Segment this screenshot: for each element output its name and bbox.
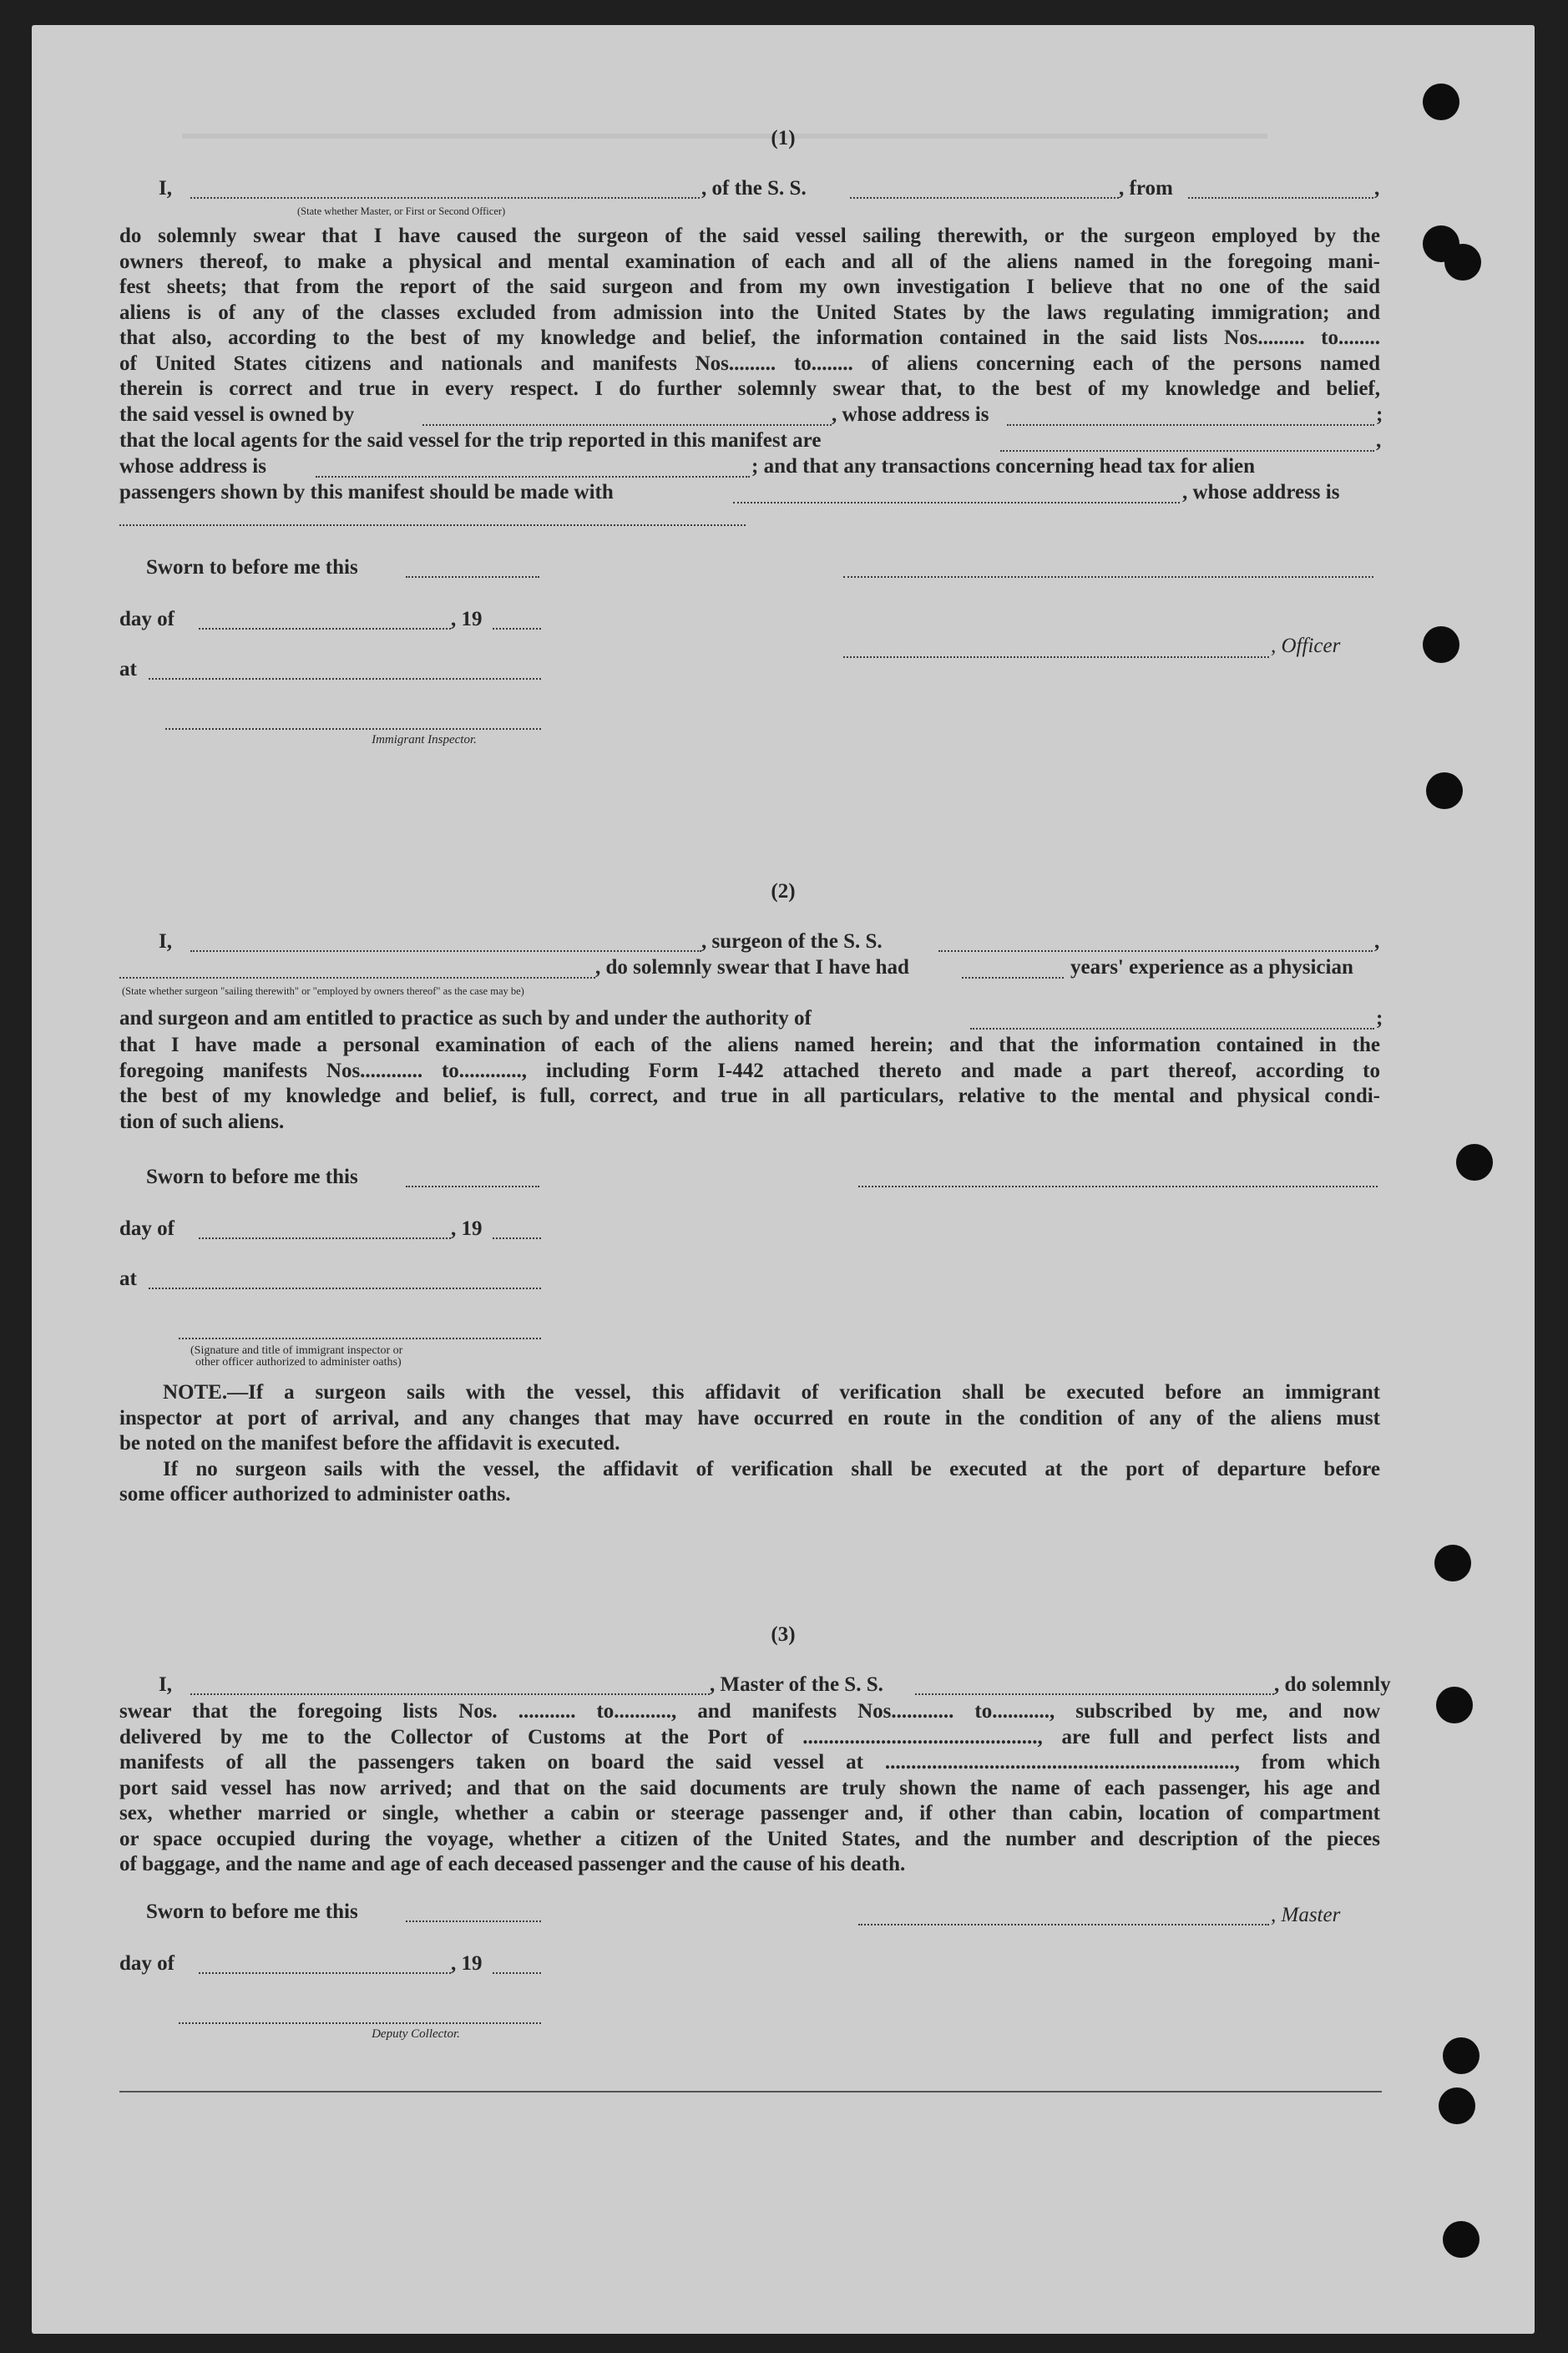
s2-note-line: NOTE.—If a surgeon sails with the vessel, this affidavit of verification shall be executed before an immigrant: [163, 1381, 1380, 1404]
s2-surgeon-sign-field[interactable]: [858, 1186, 1378, 1187]
s1-name-field[interactable]: [190, 197, 700, 199]
s1-line: owners thereof, to make a physical and mental examination of each and all of the aliens named in the foregoing mani-: [119, 250, 1380, 273]
s2-sailing-field[interactable]: [119, 977, 595, 979]
s2-vessel-field[interactable]: [938, 950, 1373, 952]
s1-agents-address-field[interactable]: [316, 476, 750, 478]
s3-sworn: Sworn to before me this: [146, 1900, 358, 1923]
s2-at: at: [119, 1268, 137, 1290]
s2-note-line: some officer authorized to administer oaths.: [119, 1483, 511, 1505]
s2-semicolon: ;: [1376, 1007, 1383, 1030]
s1-state-note: (State whether Master, or First or Second Officer): [297, 205, 506, 217]
punch-hole: [1443, 2037, 1479, 2074]
section-number-3: (3): [771, 1623, 796, 1646]
s2-comma: ,: [1374, 930, 1380, 953]
s3-line: sex, whether married or single, whether a cabin or steerage passenger and, if other than cabin, location of compartment: [119, 1802, 1380, 1824]
s1-owner-field[interactable]: [422, 424, 832, 426]
s2-years-field[interactable]: [962, 977, 1064, 979]
s1-agents-field[interactable]: [1000, 450, 1374, 452]
s2-surgeon-of: , surgeon of the S. S.: [701, 930, 883, 953]
s1-officer-name-field[interactable]: [843, 656, 1269, 658]
s1-inspector-caption: Immigrant Inspector.: [372, 733, 477, 746]
s1-body: [119, 224, 1380, 402]
s1-head-tax-party-field[interactable]: [733, 502, 1180, 503]
s1-owner-address-field[interactable]: [1007, 424, 1374, 426]
s3-master-label: , Master: [1271, 1904, 1341, 1926]
s1-party-address-field[interactable]: [119, 524, 746, 526]
punch-hole: [1434, 1545, 1471, 1581]
s2-i: I,: [159, 930, 172, 953]
s2-sworn-date-field[interactable]: [406, 1186, 539, 1187]
s1-local-agents: that the local agents for the said vessel for the trip reported in this manifest are: [119, 429, 822, 452]
s3-day-of: day of: [119, 1952, 175, 1975]
s2-body: [119, 1033, 1380, 1135]
s2-line: that I have made a personal examination of each of the aliens named herein; and that the information contained in the: [119, 1034, 1380, 1056]
s1-head-tax: ; and that any transactions concerning head tax for alien: [751, 455, 1256, 478]
s3-vessel-field[interactable]: [915, 1693, 1274, 1695]
punch-hole: [1423, 83, 1459, 120]
s1-inspector-sign-field[interactable]: [165, 728, 541, 730]
s3-line: swear that the foregoing lists Nos. ........... to..........., and manifests Nos............ to..........., subscribed by me, and now: [119, 1700, 1380, 1723]
punch-hole: [1443, 2221, 1479, 2258]
s2-at-field[interactable]: [149, 1288, 541, 1289]
s2-sworn: Sworn to before me this: [146, 1166, 358, 1188]
s2-years: years' experience as a physician: [1070, 956, 1353, 979]
punch-hole: [1436, 1687, 1473, 1723]
s1-from-field[interactable]: [1188, 197, 1373, 199]
s3-line: port said vessel has now arrived; and that on the said documents are truly shown the name of each passenger, his age and: [119, 1776, 1380, 1799]
s1-at: at: [119, 658, 137, 681]
s1-officer-sign-field[interactable]: [843, 576, 1373, 578]
s2-note-line: inspector at port of arrival, and any changes that may have occurred en route in the condition of any of the aliens must: [119, 1406, 1380, 1430]
section-number-2: (2): [771, 880, 796, 903]
s1-owned-by: the said vessel is owned by: [119, 403, 355, 426]
s3-deputy-caption: Deputy Collector.: [372, 2027, 460, 2041]
s2-signature-note-2: other officer authorized to administer oaths): [195, 1356, 402, 1369]
punch-hole: [1426, 772, 1463, 809]
s1-of-ss: , of the S. S.: [701, 177, 807, 200]
s1-line: that also, according to the best of my knowledge and belief, the information contained in the said lists Nos......... to........: [119, 326, 1380, 349]
s3-master-sign-field[interactable]: [858, 1924, 1269, 1925]
s3-i: I,: [159, 1673, 172, 1696]
s1-whose-address-2: whose address is: [119, 455, 266, 478]
s2-signature-note-1: (Signature and title of immigrant inspector or: [190, 1344, 403, 1357]
s3-line: delivered by me to the Collector of Customs at the Port of ............................................., are full and perfect lists and: [119, 1725, 1380, 1748]
s1-nineteen: , 19: [451, 608, 483, 630]
s2-nineteen: , 19: [451, 1217, 483, 1240]
s1-passengers: passengers shown by this manifest should be made with: [119, 481, 614, 503]
s2-day-of: day of: [119, 1217, 175, 1240]
s2-surgeon-name-field[interactable]: [190, 950, 701, 952]
s1-officer-label: , Officer: [1271, 635, 1341, 657]
s3-month-field[interactable]: [199, 1972, 451, 1974]
s2-month-field[interactable]: [199, 1237, 451, 1239]
s1-whose-address-3: , whose address is: [1182, 481, 1340, 503]
s1-month-field[interactable]: [199, 628, 451, 630]
s1-day-of: day of: [119, 608, 175, 630]
punch-hole: [1439, 2087, 1475, 2124]
manifest-affidavit-page: [32, 25, 1535, 2334]
punch-hole: [1444, 244, 1481, 281]
s2-year-field[interactable]: [493, 1237, 541, 1239]
s3-nineteen: , 19: [451, 1952, 483, 1975]
s3-master-name-field[interactable]: [190, 1693, 710, 1695]
s1-line: therein is correct and true in every respect. I do further solemnly swear that, to the best of my knowledge and belief,: [119, 377, 1380, 400]
s2-line: tion of such aliens.: [119, 1110, 285, 1133]
s1-year-field[interactable]: [493, 628, 541, 630]
bottom-rule: [119, 2091, 1382, 2092]
s3-sworn-date-field[interactable]: [406, 1920, 541, 1922]
s3-line: manifests of all the passengers taken on board the said vessel at ..................................................................., from which: [119, 1751, 1380, 1774]
s3-solemnly: , do solemnly: [1274, 1673, 1391, 1696]
s2-note: [119, 1380, 1380, 1508]
s1-from: , from: [1119, 177, 1173, 200]
s2-state-note: (State whether surgeon "sailing therewith" or "employed by owners thereof" as the case may be): [122, 985, 524, 997]
s2-authority-field[interactable]: [970, 1028, 1374, 1030]
s2-authority: and surgeon and am entitled to practice as such by and under the authority of: [119, 1007, 812, 1030]
s3-line: of baggage, and the name and age of each deceased passenger and the cause of his death.: [119, 1853, 906, 1875]
s2-inspector-sign-field[interactable]: [179, 1338, 541, 1339]
s1-comma: ,: [1374, 177, 1380, 200]
s1-comma-2: ,: [1376, 429, 1382, 452]
punch-hole: [1423, 626, 1459, 663]
punch-hole: [1456, 1144, 1493, 1181]
s1-sworn-date-field[interactable]: [406, 576, 539, 578]
s2-line: the best of my knowledge and belief, is full, correct, and true in all particulars, relative to the mental and physical condi-: [119, 1085, 1380, 1107]
s1-vessel-field[interactable]: [850, 197, 1119, 199]
s3-year-field[interactable]: [493, 1972, 541, 1974]
section-number-1: (1): [771, 127, 796, 149]
s3-master-of: , Master of the S. S.: [710, 1673, 883, 1696]
s3-deputy-sign-field[interactable]: [179, 2022, 541, 2024]
s1-line: do solemnly swear that I have caused the surgeon of the said vessel sailing therewith, or the surgeon employed by the: [119, 225, 1380, 247]
s2-swear: , do solemnly swear that I have had: [595, 956, 909, 979]
s1-whose-address: , whose address is: [832, 403, 989, 426]
s1-semicolon: ;: [1376, 403, 1383, 426]
s3-line: or space occupied during the voyage, whether a citizen of the United States, and the number and description of the pieces: [119, 1827, 1380, 1850]
s1-line: aliens is of any of the classes excluded from admission into the United States by the laws regulating immigration; and: [119, 301, 1380, 324]
s2-note-line: be noted on the manifest before the affidavit is executed.: [119, 1432, 620, 1455]
s1-i: I,: [159, 177, 172, 200]
s3-body: [119, 1699, 1380, 1878]
s2-note-line: If no surgeon sails with the vessel, the affidavit of verification shall be executed at the port of departure before: [163, 1457, 1380, 1480]
s2-line: foregoing manifests Nos............ to............, including Form I-442 attached thereto and made a part thereof, according to: [119, 1059, 1380, 1082]
s1-line: fest sheets; that from the report of the said surgeon and from my own investigation I believe that no one of the said: [119, 276, 1380, 298]
s1-at-field[interactable]: [149, 678, 541, 680]
s1-sworn: Sworn to before me this: [146, 556, 358, 579]
s1-line: of United States citizens and nationals and manifests Nos......... to........ of aliens concerning each of the persons named: [119, 352, 1380, 375]
